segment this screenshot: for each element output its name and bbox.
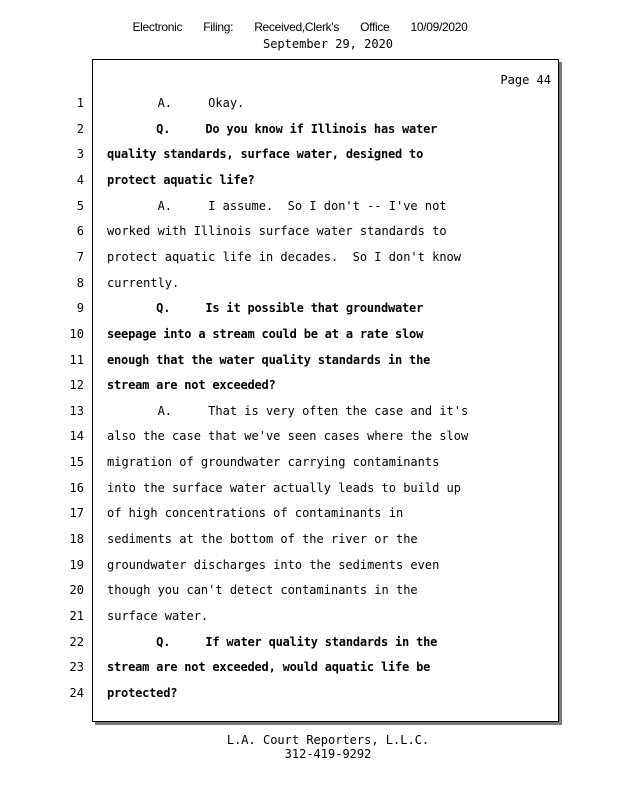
line-number: 20 xyxy=(69,583,84,597)
line-number: 4 xyxy=(76,173,84,187)
line-number: 3 xyxy=(76,147,84,161)
reporter-phone: 312-419-9292 xyxy=(284,747,372,761)
line-number: 1 xyxy=(76,96,84,110)
line-number: 9 xyxy=(76,301,84,315)
filing-stamp-part: 10/09/2020 xyxy=(410,20,468,34)
line-number: 15 xyxy=(69,455,84,469)
filing-stamp-part: Electronic xyxy=(132,20,183,34)
line-number: 23 xyxy=(69,660,84,674)
question-line: Q. If water quality standards in the xyxy=(107,635,438,649)
line-number: 11 xyxy=(69,353,84,367)
question-line: Q. Do you know if Illinois has water xyxy=(107,122,438,136)
question-line: stream are not exceeded, would aquatic life be xyxy=(107,660,431,674)
answer-line: of high concentrations of contaminants in xyxy=(107,506,404,520)
question-line: protect aquatic life? xyxy=(107,173,255,187)
line-number: 14 xyxy=(69,429,84,443)
transcript-date: September 29, 2020 xyxy=(262,37,394,51)
line-number: 12 xyxy=(69,378,84,392)
page-number: Page 44 xyxy=(500,73,551,87)
line-number: 5 xyxy=(76,199,84,213)
filing-stamp-part: Received,Clerk's xyxy=(254,20,340,34)
answer-line: A. I assume. So I don't -- I've not xyxy=(107,199,447,213)
answer-line: A. Okay. xyxy=(107,96,245,110)
answer-line: migration of groundwater carrying contaminants xyxy=(107,455,440,469)
answer-line: into the surface water actually leads to build up xyxy=(107,481,462,495)
answer-line: though you can't detect contaminants in the xyxy=(107,583,418,597)
line-number: 16 xyxy=(69,481,84,495)
answer-line: A. That is very often the case and it's xyxy=(107,404,469,418)
answer-line: also the case that we've seen cases where the slow xyxy=(107,429,469,443)
filing-stamp-part: Filing: xyxy=(203,20,234,34)
line-number: 17 xyxy=(69,506,84,520)
line-number: 19 xyxy=(69,558,84,572)
answer-line: protect aquatic life in decades. So I don't know xyxy=(107,250,462,264)
filing-stamp xyxy=(0,20,600,34)
line-number: 8 xyxy=(76,276,84,290)
line-number: 10 xyxy=(69,327,84,341)
question-line: stream are not exceeded? xyxy=(107,378,276,392)
answer-line: groundwater discharges into the sediments even xyxy=(107,558,440,572)
line-number: 22 xyxy=(69,635,84,649)
answer-line: surface water. xyxy=(107,609,209,623)
reporter-company: L.A. Court Reporters, L.L.C. xyxy=(226,733,430,747)
line-number: 21 xyxy=(69,609,84,623)
line-number: 24 xyxy=(69,686,84,700)
question-line: seepage into a stream could be at a rate slow xyxy=(107,327,424,341)
line-number: 6 xyxy=(76,224,84,238)
line-number: 7 xyxy=(76,250,84,264)
answer-line: worked with Illinois surface water standards to xyxy=(107,224,447,238)
line-number: 2 xyxy=(76,122,84,136)
answer-line: currently. xyxy=(107,276,180,290)
answer-line: sediments at the bottom of the river or the xyxy=(107,532,418,546)
question-line: Q. Is it possible that groundwater xyxy=(107,301,424,315)
question-line: quality standards, surface water, designed to xyxy=(107,147,424,161)
question-line: enough that the water quality standards in the xyxy=(107,353,431,367)
filing-stamp-part: Office xyxy=(360,20,390,34)
line-number: 13 xyxy=(69,404,84,418)
line-number: 18 xyxy=(69,532,84,546)
question-line: protected? xyxy=(107,686,178,700)
